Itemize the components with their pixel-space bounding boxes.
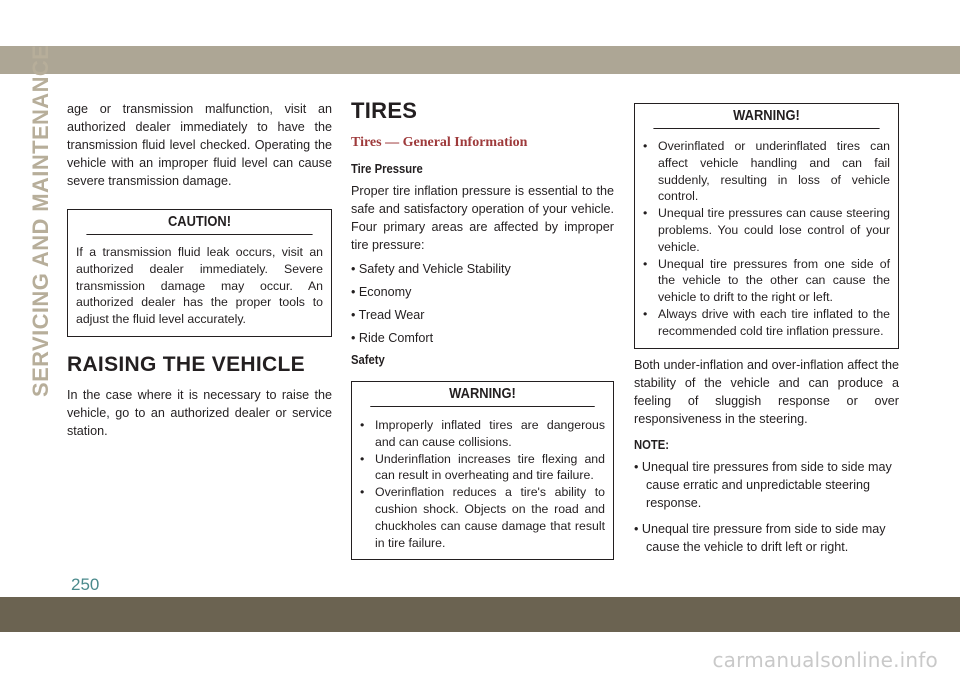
footer-band: [0, 597, 960, 632]
warning-item: • Unequal tire pressures can cause steering problems. You could lose control of your vehicle.: [643, 205, 890, 255]
affected-areas-list: [351, 260, 614, 347]
warning-item: • Underinflation increases tire flexing and can result in overheating and tire failure.: [360, 451, 605, 485]
column-2: [351, 98, 614, 560]
list-item: • Tread Wear: [351, 308, 425, 322]
stability-text: Both under-inflation and over-inflation affect the stability of the vehicle and can produce a feeling of sluggish response or over responsiveness in the steering.: [634, 357, 899, 426]
safety-warning-box: [351, 381, 614, 560]
transmission-intro-text: age or transmission malfunction, visit an authorized dealer immediately to have the transmission fluid level checked. Operating the vehicle with an improper fluid level can cause severe transmission damage.: [67, 102, 332, 188]
handling-warning-title: WARNING!: [653, 104, 879, 129]
column-1: [67, 100, 332, 440]
header-band: [0, 46, 960, 74]
note-heading: NOTE:: [634, 436, 670, 452]
raising-vehicle-text: In the case where it is necessary to raise the vehicle, go to an authorized dealer or service station.: [67, 387, 332, 438]
safety-heading: Safety: [351, 352, 385, 367]
page-number: 250: [71, 575, 100, 594]
tires-heading: TIRES: [351, 98, 418, 123]
warning-item: • Always drive with each tire inflated to the recommended cold tire inflation pressure.: [643, 306, 890, 340]
raising-vehicle-heading: RAISING THE VEHICLE: [67, 352, 305, 376]
caution-box: [67, 209, 332, 337]
list-item: • Safety and Vehicle Stability: [351, 262, 511, 276]
tires-general-info-heading: Tires — General Information: [351, 135, 528, 150]
caution-title: CAUTION!: [86, 210, 312, 235]
list-item: • Ride Comfort: [351, 331, 434, 345]
site-watermark: carmanualsonline.info: [712, 648, 938, 672]
tire-pressure-text: Proper tire inflation pressure is essential to the safe and satisfactory operation of your vehicle. Four primary areas are affected by improper tire pressure:: [351, 184, 614, 252]
note-item: • Unequal tire pressure from side to side may cause the vehicle to drift left or right.: [634, 521, 886, 554]
handling-warning-box: [634, 103, 899, 349]
section-side-tab: SERVICING AND MAINTENANCE: [28, 44, 53, 397]
list-item: • Economy: [351, 285, 412, 299]
warning-item: • Unequal tire pressures from one side of the vehicle to the other can cause the vehicle to drift to the right or left.: [643, 256, 890, 306]
safety-warning-title: WARNING!: [370, 382, 594, 407]
tire-pressure-heading: Tire Pressure: [351, 161, 423, 176]
warning-item: • Overinflated or underinflated tires can affect vehicle handling and can fail suddenly, resulting in loss of vehicle control.: [643, 138, 890, 205]
note-item: • Unequal tire pressures from side to side may cause erratic and unpredictable steering response.: [634, 459, 892, 510]
caution-text: If a transmission fluid leak occurs, visit an authorized dealer immediately. Severe transmission damage may occur. An authorized dealer has the proper tools to adjust the fluid level accurately.: [76, 245, 323, 327]
notes-list: [634, 458, 899, 556]
warning-item: • Overinflation reduces a tire's ability to cushion shock. Objects on the road and chuckholes can cause damage that result in tire failure.: [360, 484, 605, 551]
column-3: [634, 103, 899, 564]
warning-item: • Improperly inflated tires are dangerous and can cause collisions.: [360, 417, 605, 451]
